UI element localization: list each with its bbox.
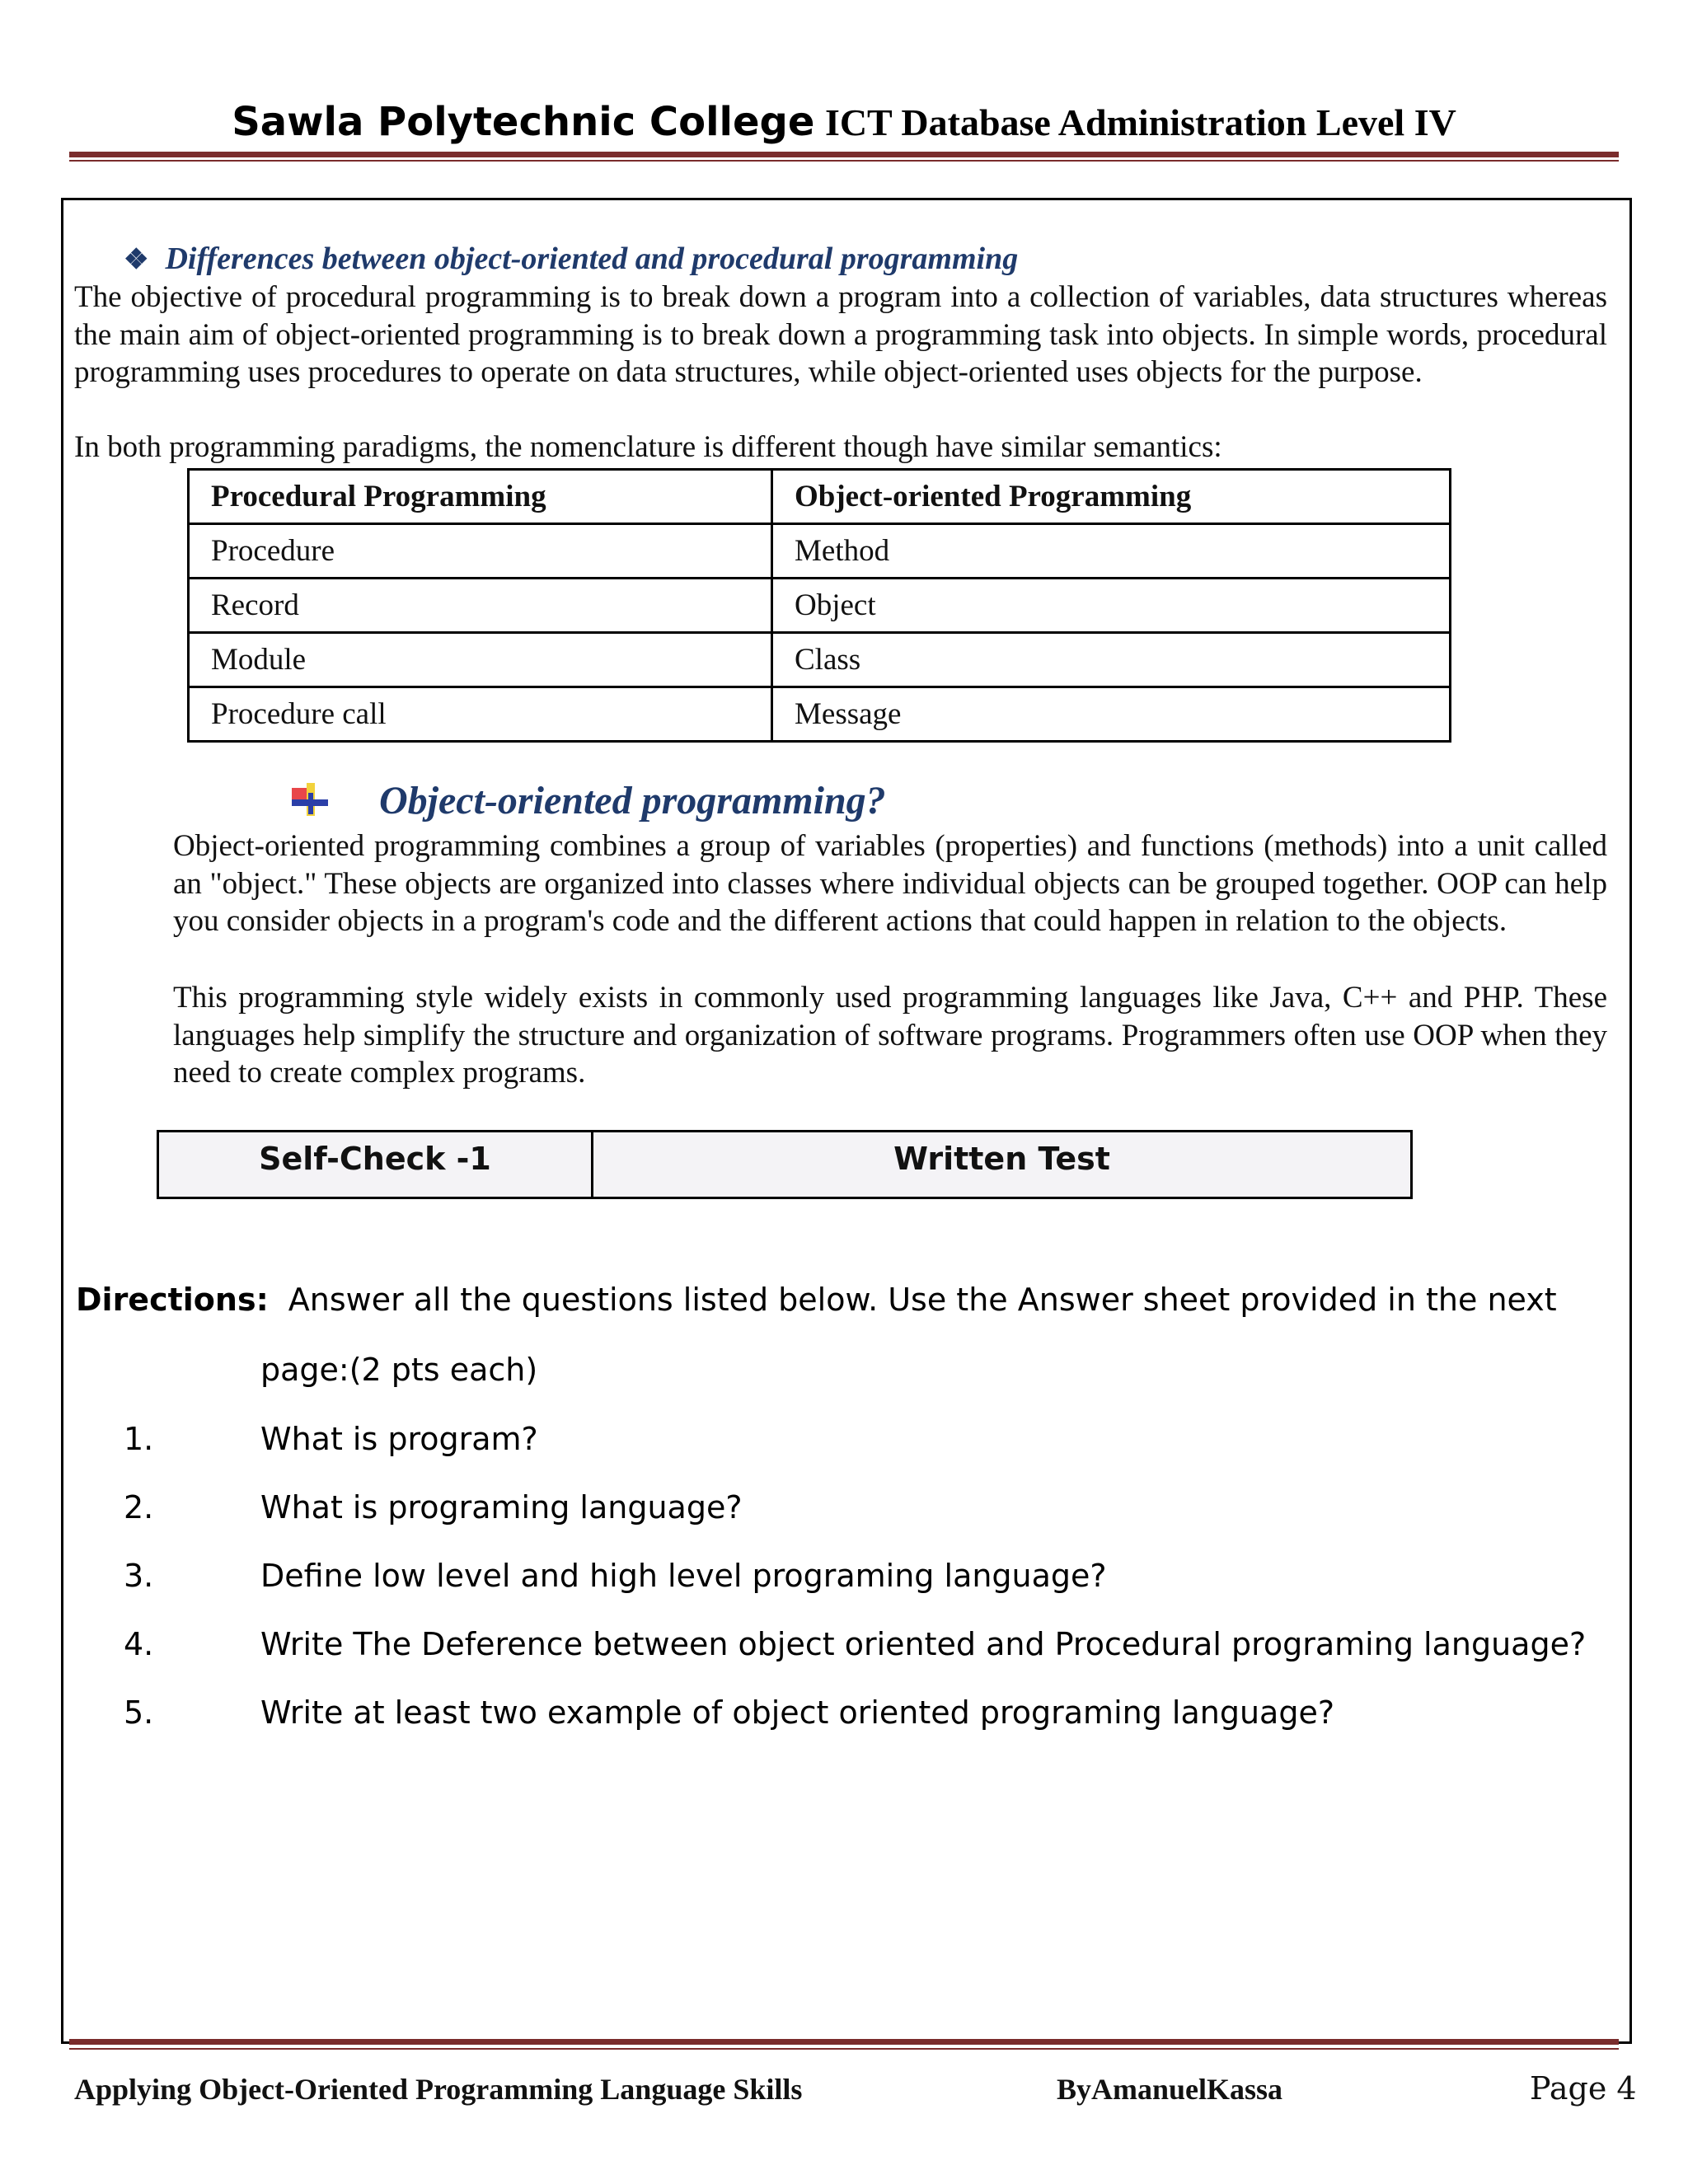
table-row [189,524,1451,579]
directions-text: Answer all the questions listed below. Use the Answer sheet provided in the next [288,1282,1557,1318]
question-number: 1. [124,1421,154,1457]
course-name: ICT Database Administration Level IV [824,101,1456,143]
diamond-bullet-icon: ❖ [124,245,149,275]
question-text: Write at least two example of object oriented programing language? [260,1694,1335,1731]
footer-rule-thick [69,2039,1619,2045]
directions-continued: page:(2 pts each) [260,1352,538,1388]
paragraph-objective: The objective of procedural programming is to break down a program into a collection of variables, data structures whereas the main aim of object-oriented programming is to break down a programming task into objects. In simple words, procedural programming uses procedures to operate on data structures, while object-oriented uses objects for the purpose. [74,280,1607,389]
question-text: What is program? [260,1421,538,1457]
table-cell: Method [772,524,1451,579]
comparison-table [187,468,1451,743]
table-header-row [189,470,1451,524]
colored-bullet-icon [290,781,330,818]
header-rule-thick [69,152,1619,157]
question-number: 5. [124,1694,154,1731]
table-cell: Message [772,687,1451,742]
page-header [0,97,1688,145]
table-row [189,579,1451,633]
paragraph-oop-definition: Object-oriented programming combines a group of variables (properties) and functions (methods) into a unit called an "object." These objects are organized into classes where individual objects can be grouped together. OOP can help you consider objects in a program's code and the different actions that could happen in relation to the objects. [173,829,1607,938]
question-number: 4. [124,1626,154,1662]
footer-rule-thin [69,2048,1619,2050]
paragraph-oop-languages: This programming style widely exists in commonly used programming languages like Java, C++ and PHP. These languages help simplify the structure and organization of software programs. Programmers often use OOP when they need to create complex programs. [173,981,1607,1090]
footer-author: ByAmanuelKassa [1057,2073,1283,2106]
table-cell: Class [772,633,1451,687]
self-check-row [158,1132,1412,1198]
table-cell: Object [772,579,1451,633]
footer-module-title: Applying Object-Oriented Programming Language Skills [74,2073,803,2106]
section-heading-text: Differences between object-oriented and procedural programming [165,241,1019,276]
self-check-box [157,1130,1413,1199]
header-rule-thin [69,160,1619,162]
self-check-label: Self-Check -1 [158,1132,593,1198]
table-row [189,687,1451,742]
question-text: Define low level and high level programing language? [260,1558,1107,1594]
table-cell: Record [189,579,772,633]
directions-label: Directions: [76,1282,269,1318]
table-cell: Procedure call [189,687,772,742]
table-cell: Module [189,633,772,687]
question-text: What is programing language? [260,1489,743,1526]
table-header-cell: Procedural Programming [189,470,772,524]
question-text: Write The Deference between object oriented and Procedural programing language? [260,1626,1587,1662]
question-number: 2. [124,1489,154,1526]
directions [76,1282,1557,1318]
paragraph-nomenclature: In both programming paradigms, the nomenclature is different though have similar semantics: [74,430,1222,464]
college-name: Sawla Polytechnic College [232,99,815,145]
self-check-type: Written Test [593,1132,1412,1198]
table-header-cell: Object-oriented Programming [772,470,1451,524]
table-row [189,633,1451,687]
page-number: Page 4 [1530,2070,1637,2107]
section-heading-oop: Object-oriented programming? [379,779,886,823]
question-number: 3. [124,1558,154,1594]
section-heading-differences [124,241,1018,277]
table-cell: Procedure [189,524,772,579]
